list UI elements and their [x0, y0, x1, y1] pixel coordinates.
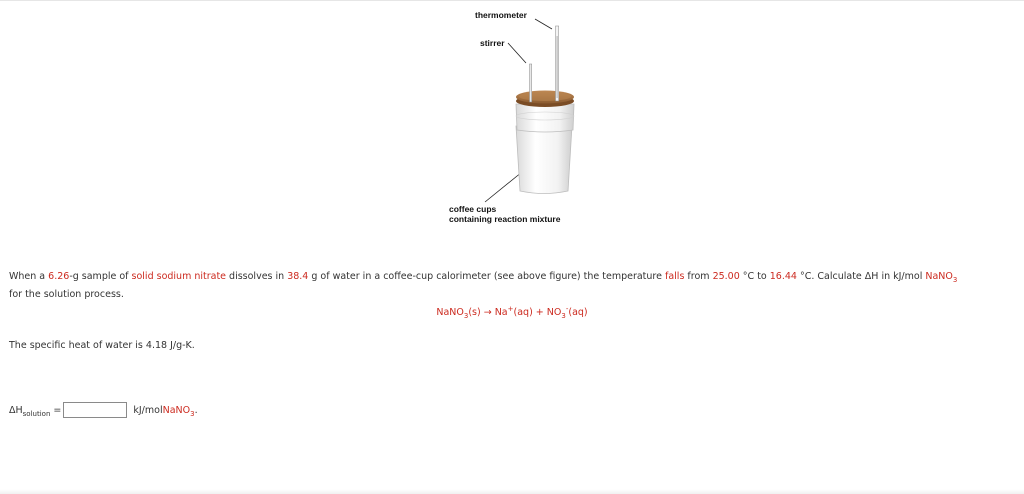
- cation-state: (aq): [513, 307, 533, 318]
- problem-text-2: -g sample of: [69, 271, 132, 282]
- final-temperature: 16.44: [769, 271, 797, 282]
- answer-row: [9, 400, 198, 420]
- sample-mass: 6.26: [48, 271, 70, 282]
- answer-label: [9, 405, 61, 416]
- anion-state: (aq): [568, 307, 588, 318]
- coffee-cups-label: coffee cups: [449, 204, 497, 214]
- calorimeter-illustration: [440, 6, 610, 231]
- calorimeter-figure: [440, 6, 610, 231]
- equation-cation: [494, 304, 533, 318]
- initial-temperature: 25.00: [712, 271, 740, 282]
- reaction-mixture-label: containing reaction mixture: [449, 214, 561, 224]
- reactant-state: (s): [468, 307, 481, 318]
- formula-subscript: 3: [952, 275, 958, 284]
- specific-heat-text: The specific heat of water is 4.18 J/g-K.: [9, 340, 195, 351]
- delta-h-symbol: ΔH: [9, 404, 23, 416]
- problem-text-6: °C to: [739, 271, 770, 282]
- problem-text-4: g of water in a coffee-cup calorimeter (see above figure) the temperature: [308, 271, 665, 282]
- unit-formula: [163, 405, 195, 416]
- equals-sign: =: [50, 404, 62, 416]
- stirrer-label: stirrer: [480, 38, 505, 48]
- equation-reactant: [436, 307, 480, 318]
- cation-formula: Na: [494, 307, 508, 318]
- substance-name: solid sodium nitrate: [131, 271, 227, 282]
- thermometer-label: thermometer: [475, 10, 527, 20]
- bottom-edge: [0, 489, 1024, 494]
- cation-charge: +: [507, 304, 514, 313]
- problem-text-7: °C. Calculate ΔH in kJ/mol: [796, 271, 926, 282]
- equation-anion: [546, 304, 588, 320]
- problem-text-1: When a: [9, 271, 49, 282]
- anion-formula: NO: [546, 307, 562, 318]
- unit-formula-base: NaNO: [162, 404, 191, 416]
- formula-base: NaNO: [925, 271, 953, 282]
- water-mass: 38.4: [287, 271, 309, 282]
- problem-text-3: dissolves in: [226, 271, 288, 282]
- problem-statement: [9, 268, 1021, 304]
- reactant-formula: NaNO: [436, 307, 464, 318]
- problem-text-8: for the solution process.: [9, 289, 124, 300]
- formula: [925, 271, 957, 282]
- reaction-arrow: →: [480, 307, 495, 318]
- answer-unit: kJ/mol: [133, 404, 163, 416]
- answer-period: .: [194, 404, 198, 416]
- anion-subscript: 3: [561, 311, 566, 320]
- problem-text-5: from: [684, 271, 713, 282]
- temperature-direction: falls: [665, 271, 685, 282]
- anion-charge: -: [565, 304, 569, 313]
- answer-input[interactable]: [63, 402, 127, 418]
- unit-formula-subscript: 3: [190, 409, 195, 418]
- chemical-equation: [0, 304, 1024, 320]
- reactant-subscript: 3: [463, 311, 469, 320]
- plus-sign: +: [532, 307, 547, 318]
- delta-h-subscript: solution: [22, 409, 51, 418]
- top-border: [0, 0, 1024, 1]
